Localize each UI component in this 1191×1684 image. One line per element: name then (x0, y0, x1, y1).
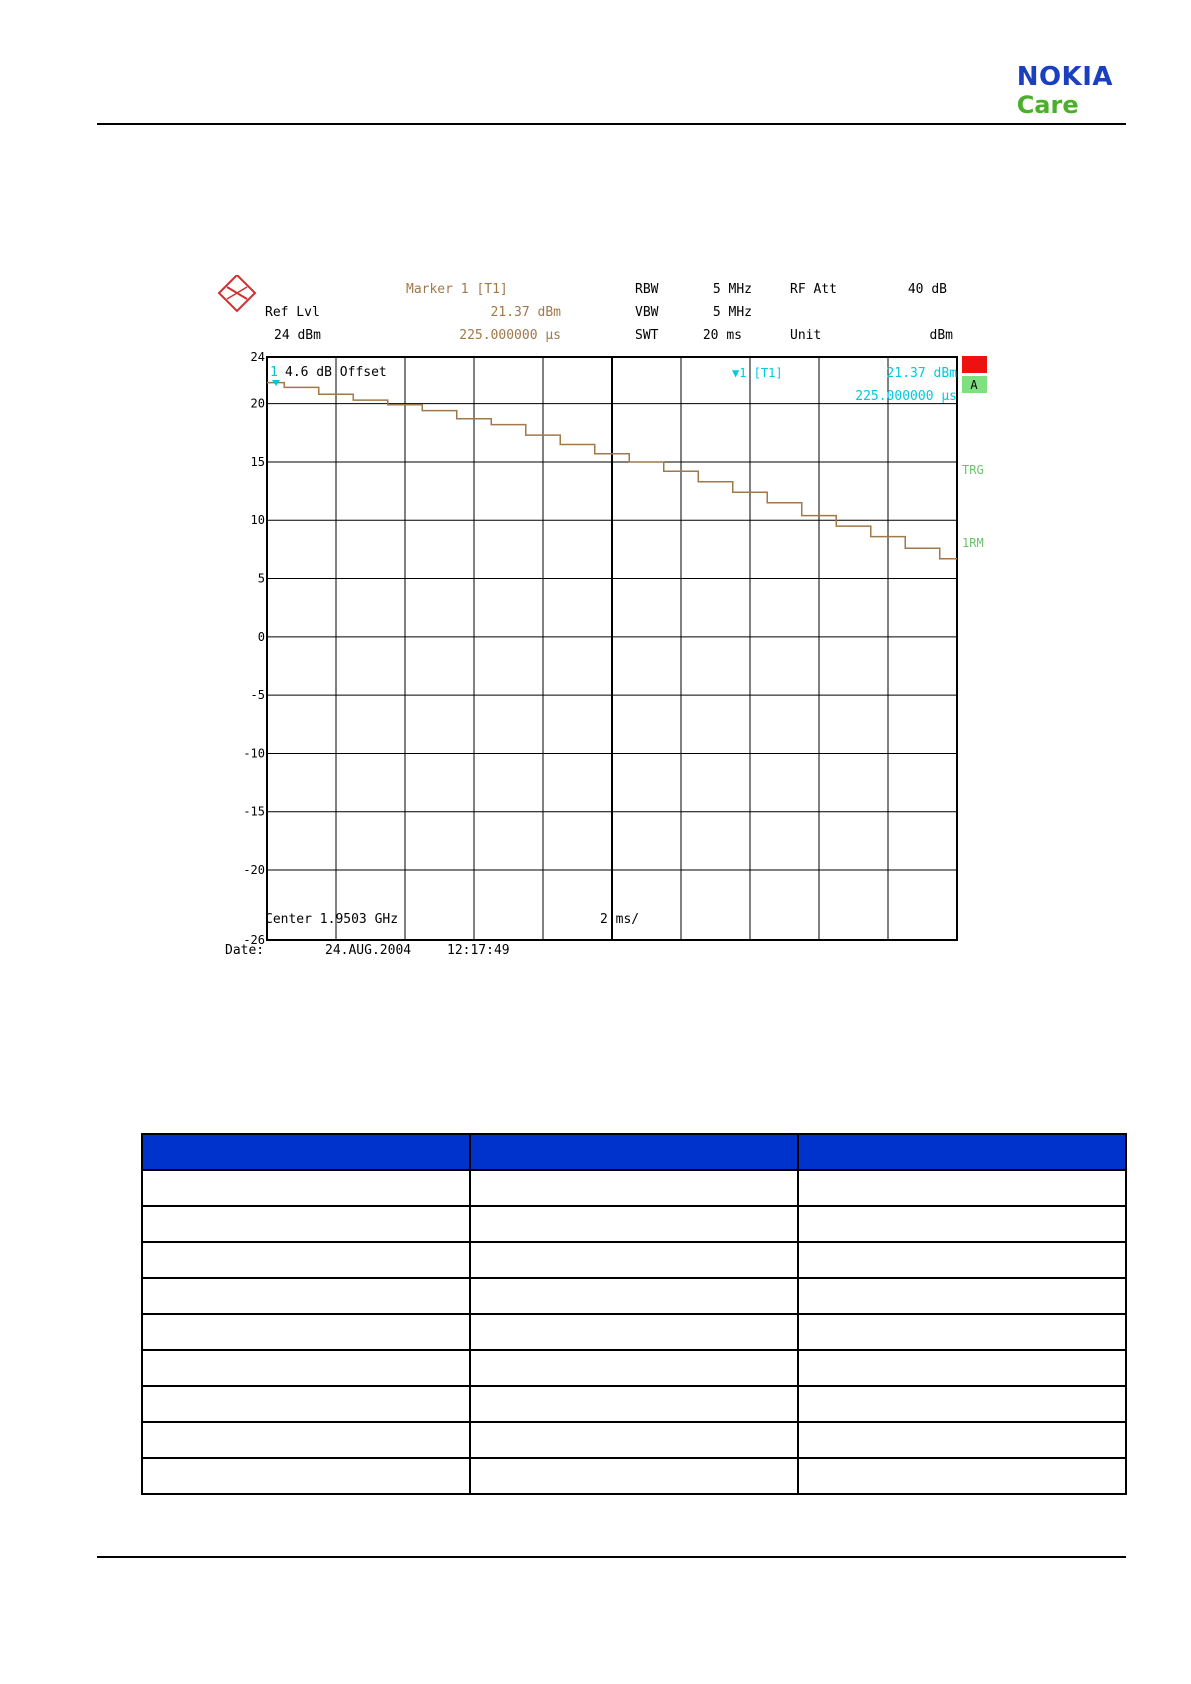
table-row (142, 1242, 1126, 1278)
table-cell (798, 1206, 1126, 1242)
y-tick-label: -15 (243, 804, 265, 819)
time-value: 12:17:49 (447, 943, 510, 958)
footer-rule (97, 1556, 1126, 1558)
table-row (142, 1170, 1126, 1206)
table-cell (798, 1422, 1126, 1458)
table-cell (142, 1278, 470, 1314)
offset-text: 4.6 dB Offset (285, 365, 387, 380)
table-cell (798, 1278, 1126, 1314)
y-tick-label: 20 (250, 396, 265, 411)
unit-label: Unit (790, 328, 822, 343)
table-header-row (142, 1134, 1126, 1170)
table-row (142, 1314, 1126, 1350)
logo-care-text: Care (1016, 91, 1079, 119)
table-cell (798, 1350, 1126, 1386)
table-cell (142, 1386, 470, 1422)
table-header-cell (798, 1134, 1126, 1170)
y-tick-label: 10 (250, 513, 265, 528)
division-label: 2 ms/ (600, 912, 640, 927)
table-cell (470, 1386, 798, 1422)
table-cell (798, 1170, 1126, 1206)
analyzer-svg (215, 275, 1015, 1010)
table-cell (142, 1314, 470, 1350)
ref-lvl-value: 24 dBm (274, 328, 321, 343)
table-row (142, 1458, 1126, 1494)
rs-logo-icon (219, 275, 255, 311)
table-cell (470, 1422, 798, 1458)
table-row (142, 1386, 1126, 1422)
plot-marker-label: ▼1 [T1] (732, 366, 783, 380)
table-row (142, 1278, 1126, 1314)
table-cell (470, 1206, 798, 1242)
plot-grid (267, 357, 957, 940)
rf-att-value: 40 dB (907, 282, 947, 297)
red-indicator (962, 356, 987, 373)
y-tick-label: -20 (243, 863, 265, 878)
table-cell (470, 1242, 798, 1278)
swt-label: SWT (635, 328, 659, 343)
table-cell (470, 1350, 798, 1386)
table-cell (470, 1170, 798, 1206)
table-row (142, 1206, 1126, 1242)
table-header-cell (142, 1134, 470, 1170)
table-cell (142, 1422, 470, 1458)
table-cell (470, 1458, 798, 1494)
swt-value: 20 ms (702, 328, 742, 343)
1rm-label: 1RM (962, 536, 984, 550)
y-tick-label: 24 (250, 350, 265, 364)
marker-number-1: 1 (270, 365, 278, 380)
table-cell (798, 1314, 1126, 1350)
trg-label: TRG (962, 463, 984, 477)
rbw-value: 5 MHz (712, 282, 752, 297)
table-header-cell (470, 1134, 798, 1170)
results-table (141, 1133, 1127, 1495)
table-cell (470, 1314, 798, 1350)
table-cell (798, 1458, 1126, 1494)
marker-time: 225.000000 µs (459, 328, 561, 343)
y-tick-label: 5 (257, 571, 265, 586)
table-cell (470, 1278, 798, 1314)
table-cell (142, 1242, 470, 1278)
table-cell (798, 1386, 1126, 1422)
plot-marker-level: 21.37 dBm (886, 366, 957, 381)
vbw-label: VBW (635, 305, 659, 320)
a-indicator-label: A (970, 378, 978, 392)
unit-value: dBm (929, 328, 953, 343)
y-tick-label: -10 (243, 746, 265, 761)
date-value: 24.AUG.2004 (325, 943, 412, 958)
table-row (142, 1350, 1126, 1386)
table-cell (142, 1458, 470, 1494)
center-frequency-label: Center 1.9503 GHz (265, 912, 399, 927)
table-row (142, 1422, 1126, 1458)
y-tick-label: 15 (250, 454, 265, 469)
table-cell (142, 1170, 470, 1206)
date-label: Date: (225, 943, 265, 958)
spectrum-analyzer-screenshot (215, 275, 1015, 1010)
ref-lvl-label: Ref Lvl (265, 305, 320, 320)
table-cell (142, 1206, 470, 1242)
rbw-label: RBW (635, 282, 659, 297)
nokia-care-logo (1017, 64, 1113, 118)
marker-level: 21.37 dBm (490, 305, 561, 320)
table-cell (142, 1350, 470, 1386)
marker-title: Marker 1 [T1] (406, 282, 508, 297)
y-tick-label: -26 (243, 933, 265, 947)
y-tick-label: 0 (257, 629, 265, 644)
y-tick-label: -5 (250, 688, 265, 703)
header-rule (97, 123, 1126, 125)
plot-y-ticks (243, 350, 265, 947)
vbw-value: 5 MHz (712, 305, 752, 320)
table-cell (798, 1242, 1126, 1278)
rf-att-label: RF Att (790, 282, 837, 297)
plot-marker-time: 225.000000 µs (855, 389, 957, 404)
logo-nokia-text: NOKIA (1016, 62, 1113, 92)
